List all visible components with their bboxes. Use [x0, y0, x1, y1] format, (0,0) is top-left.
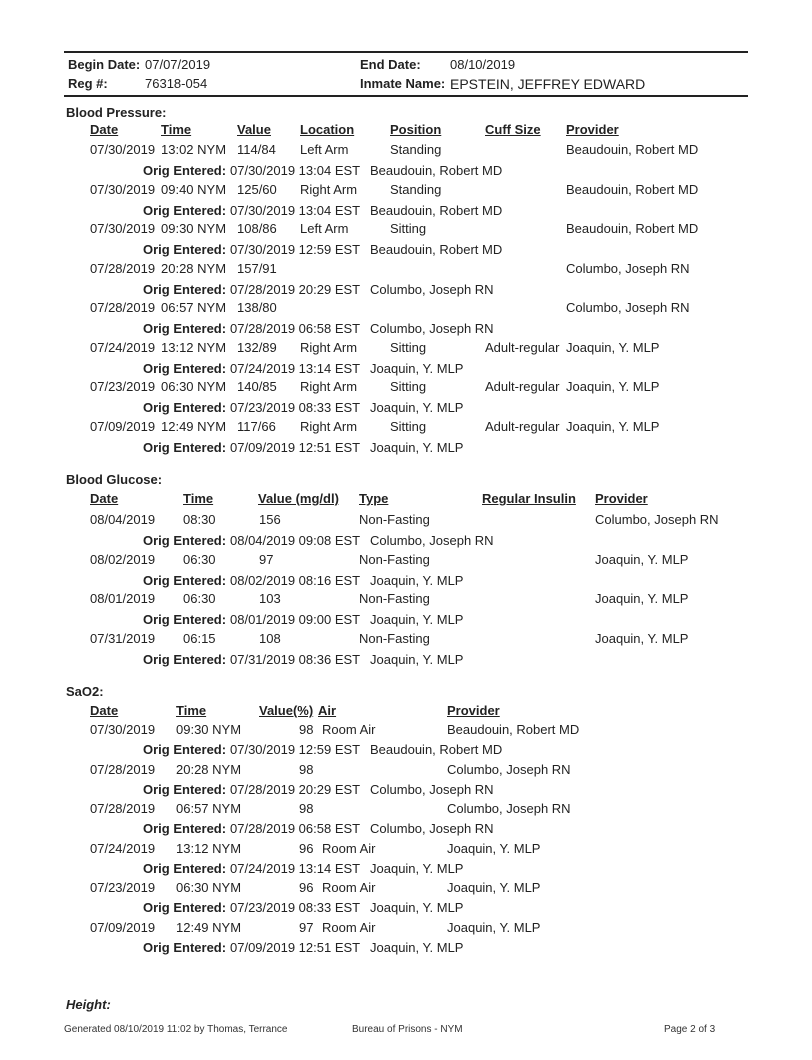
orig-entered-label: Orig Entered:	[143, 163, 227, 178]
orig-entered-datetime: 07/28/2019 06:58 EST	[230, 321, 361, 336]
orig-entered-label: Orig Entered:	[143, 651, 227, 667]
orig-entered-datetime: 07/09/2019 12:51 EST	[230, 439, 361, 455]
blood-glucose-type-cell: Non-Fasting	[359, 551, 430, 567]
blood-glucose-time-cell: 06:30	[183, 591, 216, 606]
blood-pressure-date-cell: 07/30/2019	[90, 181, 156, 197]
blood-pressure-value-cell: 108/86	[237, 221, 277, 236]
blood-pressure-provider-cell: Joaquin, Y. MLP	[566, 339, 660, 355]
orig-entered-label: Orig Entered:	[143, 533, 227, 548]
orig-entered-datetime: 07/24/2019 13:14 EST	[230, 860, 361, 876]
blood-pressure-provider-cell: Columbo, Joseph RN	[566, 300, 690, 315]
sao2-header-provider: Provider	[447, 703, 500, 718]
blood-pressure-provider-cell: Joaquin, Y. MLP	[566, 379, 660, 394]
blood-glucose-type-cell: Non-Fasting	[359, 512, 430, 527]
blood-pressure-date-cell: 07/28/2019	[90, 260, 156, 276]
orig-entered-by: Beaudouin, Robert MD	[370, 202, 503, 218]
orig-entered-label: Orig Entered:	[143, 400, 227, 415]
reg-label: Reg #:	[68, 76, 108, 91]
orig-entered-by: Joaquin, Y. MLP	[370, 900, 464, 915]
blood-glucose-provider-cell: Columbo, Joseph RN	[595, 512, 719, 527]
sao2-date-cell: 07/23/2019	[90, 880, 156, 895]
blood-pressure-time-cell: 12:49 NYM	[161, 418, 227, 434]
blood-glucose-title: Blood Glucose:	[66, 472, 163, 487]
blood-pressure-cuff-cell: Adult-regular	[485, 339, 560, 355]
blood-pressure-provider-cell: Joaquin, Y. MLP	[566, 418, 660, 434]
sao2-time-cell: 06:57 NYM	[176, 801, 242, 816]
sao2-date-cell: 07/28/2019	[90, 761, 156, 777]
blood-pressure-date-cell: 07/24/2019	[90, 339, 156, 355]
blood-pressure-header-time: Time	[161, 122, 192, 137]
orig-entered-datetime: 08/04/2019 09:08 EST	[230, 533, 361, 548]
blood-pressure-position-cell: Sitting	[390, 379, 427, 394]
footer-page: Page 2 of 3	[664, 1024, 716, 1035]
orig-entered-by: Joaquin, Y. MLP	[370, 612, 464, 627]
blood-glucose-value-cell: 103	[259, 591, 281, 606]
blood-glucose-time-cell: 06:30	[183, 551, 216, 567]
orig-entered-by: Joaquin, Y. MLP	[370, 651, 464, 667]
blood-pressure-cuff-cell: Adult-regular	[485, 379, 560, 394]
blood-pressure-date-cell: 07/30/2019	[90, 221, 156, 236]
orig-entered-datetime: 08/01/2019 09:00 EST	[230, 612, 361, 627]
blood-glucose-header-provider: Provider	[595, 491, 648, 506]
orig-entered-datetime: 07/09/2019 12:51 EST	[230, 939, 361, 955]
blood-glucose-header-time: Time	[183, 491, 214, 506]
blood-pressure-title: Blood Pressure:	[66, 105, 167, 120]
sao2-time-cell: 09:30 NYM	[176, 722, 242, 737]
blood-pressure-header-location: Location	[300, 122, 355, 137]
inmate-name-value: EPSTEIN, JEFFREY EDWARD	[450, 76, 646, 92]
orig-entered-datetime: 07/28/2019 20:29 EST	[230, 281, 361, 297]
end-date-value: 08/10/2019	[450, 57, 516, 72]
blood-pressure-cuff-cell: Adult-regular	[485, 418, 560, 434]
sao2-provider-cell: Beaudouin, Robert MD	[447, 722, 580, 737]
blood-pressure-time-cell: 06:30 NYM	[161, 379, 227, 394]
sao2-header-date: Date	[90, 703, 119, 718]
sao2-provider-cell: Joaquin, Y. MLP	[447, 840, 541, 856]
sao2-air-cell: Room Air	[322, 880, 376, 895]
blood-glucose-type-cell: Non-Fasting	[359, 591, 430, 606]
begin-date-value: 07/07/2019	[145, 57, 211, 72]
orig-entered-label: Orig Entered:	[143, 202, 227, 218]
orig-entered-label: Orig Entered:	[143, 360, 227, 376]
sao2-value-cell: 98	[299, 801, 314, 816]
orig-entered-by: Joaquin, Y. MLP	[370, 572, 464, 588]
orig-entered-label: Orig Entered:	[143, 939, 227, 955]
sao2-date-cell: 07/30/2019	[90, 722, 156, 737]
blood-pressure-header-date: Date	[90, 122, 119, 137]
orig-entered-by: Columbo, Joseph RN	[370, 281, 494, 297]
blood-pressure-location-cell: Right Arm	[300, 418, 358, 434]
orig-entered-by: Columbo, Joseph RN	[370, 821, 494, 836]
blood-pressure-date-cell: 07/09/2019	[90, 418, 156, 434]
reg-value: 76318-054	[145, 76, 208, 91]
orig-entered-label: Orig Entered:	[143, 860, 227, 876]
sao2-provider-cell: Joaquin, Y. MLP	[447, 880, 541, 895]
blood-pressure-position-cell: Standing	[390, 142, 442, 157]
orig-entered-label: Orig Entered:	[143, 242, 227, 257]
top-rule	[64, 51, 748, 53]
orig-entered-by: Joaquin, Y. MLP	[370, 939, 464, 955]
blood-pressure-time-cell: 09:30 NYM	[161, 221, 227, 236]
blood-pressure-location-cell: Right Arm	[300, 181, 358, 197]
blood-glucose-date-cell: 08/02/2019	[90, 551, 156, 567]
blood-pressure-position-cell: Standing	[390, 181, 442, 197]
orig-entered-by: Columbo, Joseph RN	[370, 533, 494, 548]
blood-glucose-value-cell: 156	[259, 512, 281, 527]
blood-glucose-provider-cell: Joaquin, Y. MLP	[595, 630, 689, 646]
sao2-time-cell: 20:28 NYM	[176, 761, 242, 777]
end-date-label: End Date:	[360, 57, 421, 72]
blood-pressure-location-cell: Left Arm	[300, 221, 349, 236]
orig-entered-label: Orig Entered:	[143, 572, 227, 588]
sao2-title: SaO2:	[66, 684, 104, 699]
sao2-value-cell: 96	[299, 840, 314, 856]
begin-date-label: Begin Date:	[68, 57, 141, 72]
orig-entered-datetime: 08/02/2019 08:16 EST	[230, 572, 361, 588]
sao2-date-cell: 07/24/2019	[90, 840, 156, 856]
blood-pressure-header-value: Value	[237, 122, 271, 137]
blood-pressure-date-cell: 07/28/2019	[90, 300, 156, 315]
blood-glucose-provider-cell: Joaquin, Y. MLP	[595, 591, 689, 606]
orig-entered-label: Orig Entered:	[143, 900, 227, 915]
blood-pressure-value-cell: 114/84	[237, 142, 276, 157]
blood-pressure-provider-cell: Beaudouin, Robert MD	[566, 142, 699, 157]
sao2-provider-cell: Columbo, Joseph RN	[447, 761, 571, 777]
blood-glucose-provider-cell: Joaquin, Y. MLP	[595, 551, 689, 567]
blood-glucose-header-insulin: Regular Insulin	[482, 491, 576, 506]
blood-pressure-date-cell: 07/23/2019	[90, 379, 156, 394]
sao2-value-cell: 98	[299, 761, 314, 777]
sao2-air-cell: Room Air	[322, 840, 376, 856]
orig-entered-label: Orig Entered:	[143, 439, 227, 455]
blood-pressure-position-cell: Sitting	[390, 221, 427, 236]
blood-glucose-type-cell: Non-Fasting	[359, 630, 430, 646]
sao2-header-air: Air	[318, 703, 337, 718]
orig-entered-datetime: 07/28/2019 20:29 EST	[230, 781, 361, 797]
sao2-provider-cell: Columbo, Joseph RN	[447, 801, 571, 816]
orig-entered-by: Joaquin, Y. MLP	[370, 439, 464, 455]
sao2-date-cell: 07/09/2019	[90, 919, 156, 935]
blood-pressure-header-position: Position	[390, 122, 442, 137]
blood-pressure-date-cell: 07/30/2019	[90, 142, 156, 157]
orig-entered-label: Orig Entered:	[143, 612, 227, 627]
sao2-value-cell: 97	[299, 919, 314, 935]
blood-pressure-location-cell: Right Arm	[300, 379, 358, 394]
blood-glucose-time-cell: 06:15	[183, 630, 216, 646]
height-title: Height:	[66, 997, 111, 1012]
sao2-header-time: Time	[176, 703, 207, 718]
blood-pressure-value-cell: 132/89	[237, 339, 277, 355]
orig-entered-by: Beaudouin, Robert MD	[370, 742, 503, 757]
orig-entered-by: Joaquin, Y. MLP	[370, 860, 464, 876]
orig-entered-datetime: 07/31/2019 08:36 EST	[230, 651, 361, 667]
orig-entered-datetime: 07/30/2019 13:04 EST	[230, 163, 361, 178]
orig-entered-by: Joaquin, Y. MLP	[370, 360, 464, 376]
blood-pressure-time-cell: 13:12 NYM	[161, 339, 227, 355]
blood-pressure-value-cell: 138/80	[237, 300, 277, 315]
sao2-date-cell: 07/28/2019	[90, 801, 156, 816]
blood-pressure-position-cell: Sitting	[390, 339, 427, 355]
orig-entered-label: Orig Entered:	[143, 281, 227, 297]
orig-entered-label: Orig Entered:	[143, 821, 227, 836]
orig-entered-label: Orig Entered:	[143, 742, 227, 757]
blood-glucose-value-cell: 108	[259, 630, 281, 646]
orig-entered-datetime: 07/23/2019 08:33 EST	[230, 400, 361, 415]
orig-entered-by: Beaudouin, Robert MD	[370, 242, 503, 257]
blood-pressure-time-cell: 06:57 NYM	[161, 300, 227, 315]
blood-pressure-time-cell: 13:02 NYM	[161, 142, 227, 157]
footer-agency: Bureau of Prisons - NYM	[352, 1024, 463, 1035]
footer-generated: Generated 08/10/2019 11:02 by Thomas, Terrance	[64, 1024, 288, 1035]
orig-entered-by: Columbo, Joseph RN	[370, 781, 494, 797]
blood-pressure-header-provider: Provider	[566, 122, 619, 137]
inmate-name-label: Inmate Name:	[360, 76, 446, 91]
blood-pressure-provider-cell: Beaudouin, Robert MD	[566, 221, 699, 236]
blood-glucose-time-cell: 08:30	[183, 512, 216, 527]
blood-glucose-date-cell: 08/01/2019	[90, 591, 156, 606]
blood-pressure-value-cell: 157/91	[237, 260, 277, 276]
orig-entered-by: Beaudouin, Robert MD	[370, 163, 503, 178]
blood-pressure-location-cell: Left Arm	[300, 142, 349, 157]
sao2-time-cell: 13:12 NYM	[176, 840, 242, 856]
blood-glucose-date-cell: 08/04/2019	[90, 512, 156, 527]
blood-pressure-value-cell: 125/60	[237, 181, 277, 197]
blood-glucose-header-type: Type	[359, 491, 389, 506]
orig-entered-by: Columbo, Joseph RN	[370, 321, 494, 336]
sao2-value-cell: 98	[299, 722, 314, 737]
blood-pressure-value-cell: 117/66	[237, 418, 276, 434]
blood-glucose-date-cell: 07/31/2019	[90, 630, 156, 646]
blood-pressure-location-cell: Right Arm	[300, 339, 358, 355]
orig-entered-datetime: 07/23/2019 08:33 EST	[230, 900, 361, 915]
orig-entered-datetime: 07/30/2019 13:04 EST	[230, 202, 361, 218]
sao2-air-cell: Room Air	[322, 722, 376, 737]
orig-entered-datetime: 07/28/2019 06:58 EST	[230, 821, 361, 836]
blood-pressure-time-cell: 09:40 NYM	[161, 181, 227, 197]
blood-glucose-value-cell: 97	[259, 551, 274, 567]
blood-pressure-value-cell: 140/85	[237, 379, 277, 394]
sao2-header-value: Value(%)	[259, 703, 314, 718]
blood-pressure-time-cell: 20:28 NYM	[161, 260, 227, 276]
orig-entered-datetime: 07/24/2019 13:14 EST	[230, 360, 361, 376]
sao2-provider-cell: Joaquin, Y. MLP	[447, 919, 541, 935]
orig-entered-datetime: 07/30/2019 12:59 EST	[230, 742, 361, 757]
orig-entered-by: Joaquin, Y. MLP	[370, 400, 464, 415]
blood-glucose-header-date: Date	[90, 491, 119, 506]
sao2-time-cell: 06:30 NYM	[176, 880, 242, 895]
blood-glucose-header-value: Value (mg/dl)	[258, 491, 339, 506]
blood-pressure-provider-cell: Columbo, Joseph RN	[566, 260, 690, 276]
sao2-value-cell: 96	[299, 880, 314, 895]
blood-pressure-position-cell: Sitting	[390, 418, 427, 434]
orig-entered-label: Orig Entered:	[143, 781, 227, 797]
sao2-time-cell: 12:49 NYM	[176, 919, 242, 935]
orig-entered-label: Orig Entered:	[143, 321, 227, 336]
orig-entered-datetime: 07/30/2019 12:59 EST	[230, 242, 361, 257]
blood-pressure-header-cuff: Cuff Size	[485, 122, 541, 137]
header-rule	[64, 95, 748, 97]
blood-pressure-provider-cell: Beaudouin, Robert MD	[566, 181, 699, 197]
sao2-air-cell: Room Air	[322, 919, 376, 935]
